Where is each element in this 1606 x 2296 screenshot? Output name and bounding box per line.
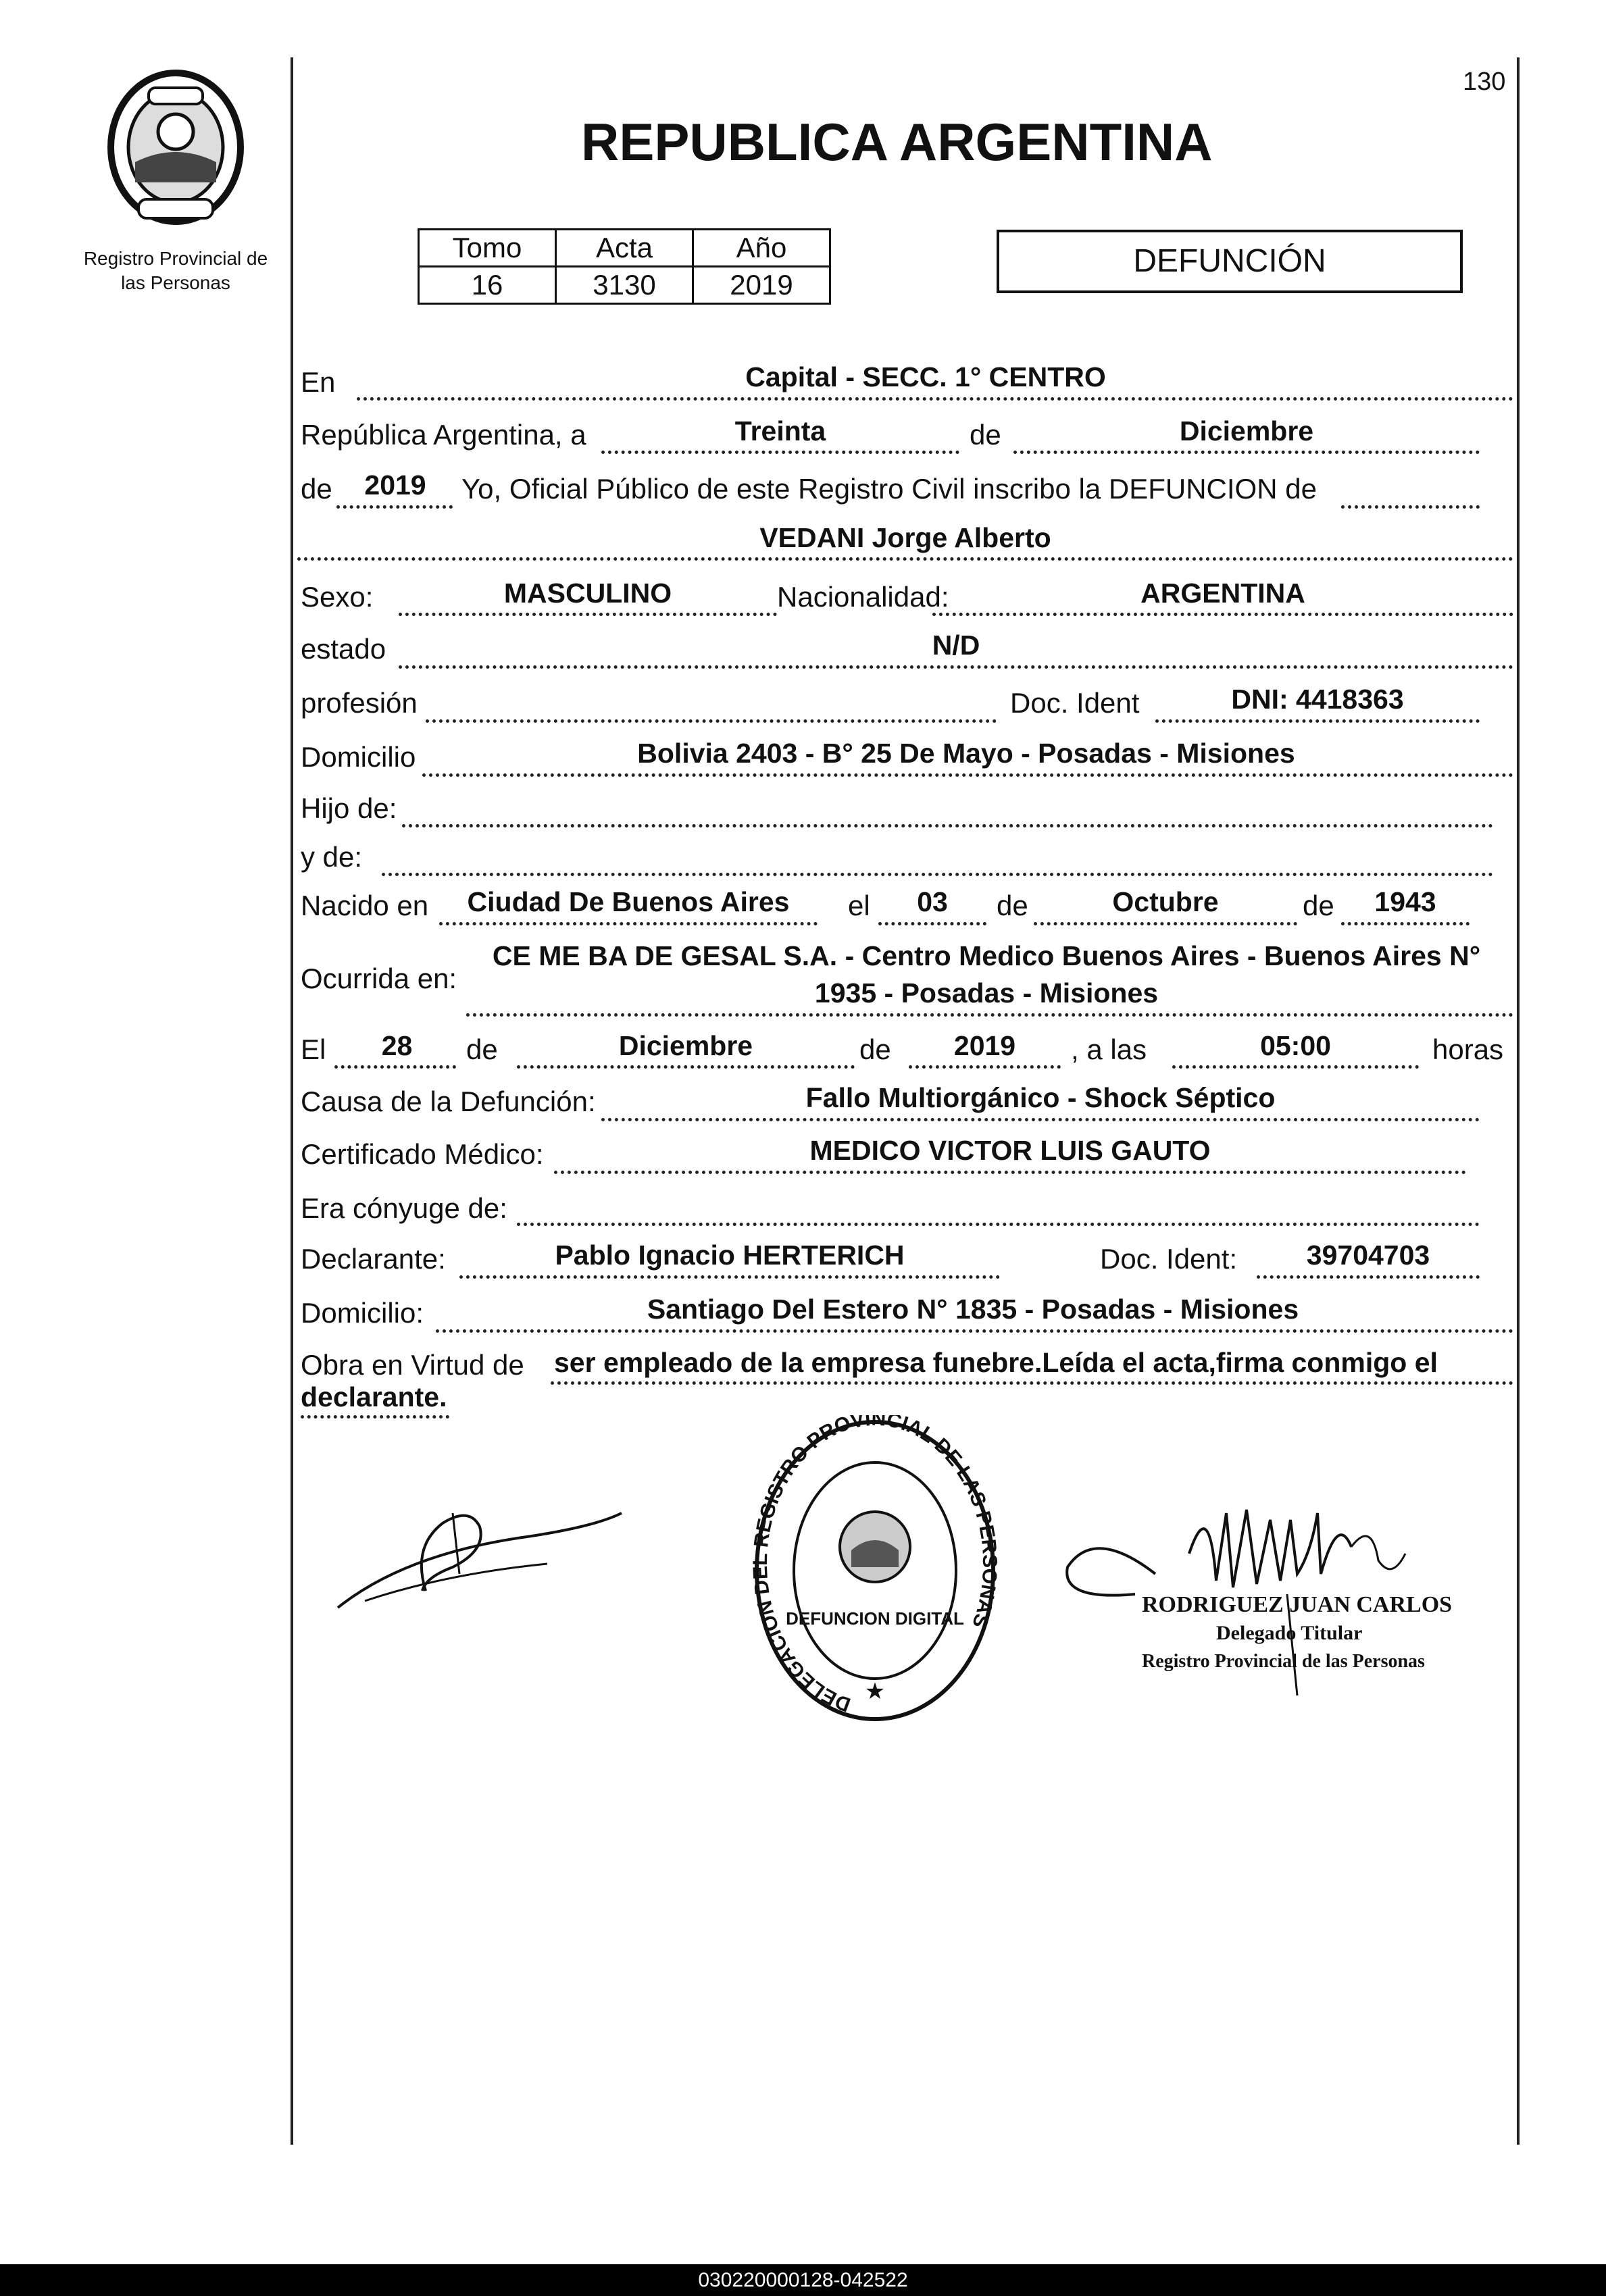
death-month-value: Diciembre: [618, 1030, 753, 1061]
el2-label: El: [301, 1034, 326, 1065]
domicilio-underline: [422, 773, 1513, 777]
birth-year-value: 1943: [1374, 886, 1436, 917]
obra-value-line1: ser empleado de la empresa funebre.Leída el acta,firma conmigo el: [554, 1347, 1438, 1378]
conyuge-label: Era cónyuge de:: [301, 1192, 507, 1224]
sexo-underline: [399, 613, 777, 616]
el-label: el: [848, 890, 870, 921]
nacido-underline: [439, 922, 818, 925]
registry-stamp: [750, 1415, 1000, 1726]
ref-value-tomo: 16: [419, 267, 556, 304]
official-title: Delegado Titular: [1216, 1622, 1363, 1644]
nacido-value: Ciudad De Buenos Aires: [467, 886, 790, 917]
day-word-value: Treinta: [734, 415, 826, 447]
org-name-line1: Registro Provincial de: [83, 248, 268, 269]
ocurrida-label: Ocurrida en:: [301, 963, 457, 994]
causa-underline: [601, 1118, 1480, 1121]
certificado-label: Certificado Médico:: [301, 1138, 544, 1170]
nacionalidad-underline: [932, 613, 1513, 616]
right-margin-line: [1517, 57, 1520, 2145]
profesion-underline: [426, 719, 997, 723]
deceased-name: VEDANI Jorge Alberto: [759, 522, 1051, 553]
sexo-value: MASCULINO: [503, 578, 672, 609]
org-name: [61, 247, 291, 295]
estado-label: estado: [301, 633, 386, 665]
doc2-underline: [1257, 1275, 1480, 1279]
yo-text: Yo, Oficial Público de este Registro Civil inscribo la DEFUNCION de: [461, 473, 1317, 505]
ref-value-ano: 2019: [693, 267, 830, 304]
death-day-value: 28: [381, 1030, 413, 1061]
act-type-box: DEFUNCIÓN: [997, 230, 1463, 293]
page-number: 130: [1463, 68, 1506, 96]
declarante-label: Declarante:: [301, 1243, 446, 1275]
declarante-value: Pablo Ignacio HERTERICH: [555, 1240, 905, 1271]
doc2-label: Doc. Ident:: [1100, 1243, 1238, 1275]
sexo-label: Sexo:: [301, 581, 374, 613]
de-label-5: de: [466, 1034, 498, 1065]
conyuge-underline: [517, 1223, 1480, 1226]
estado-underline: [399, 665, 1513, 669]
hijo-label: Hijo de:: [301, 792, 397, 824]
obra-underline-1: [551, 1381, 1513, 1385]
month-underline: [1013, 451, 1480, 454]
page-title: REPUBLICA ARGENTINA: [581, 112, 1213, 172]
death-year-underline: [909, 1065, 1061, 1069]
doc-label: Doc. Ident: [1010, 687, 1140, 719]
year-underline: [336, 505, 453, 509]
left-margin-line: [291, 57, 293, 2145]
declarante-underline: [459, 1275, 1000, 1279]
profesion-label: profesión: [301, 687, 418, 719]
stamp-ring-text: DELEGACION DEL REGISTRO PROVINCIAL DE LAS PERSONAS: [750, 1415, 1000, 1716]
stamp-star-icon: ★: [864, 1678, 886, 1705]
reference-table: [418, 228, 831, 305]
death-day-underline: [334, 1065, 456, 1069]
ref-value-acta: 3130: [556, 267, 693, 304]
ref-header-tomo: Tomo: [419, 230, 556, 267]
obra-value-line2: declarante.: [301, 1381, 447, 1412]
yo-underline: [1341, 505, 1480, 509]
de-label-1: de: [970, 419, 1001, 451]
birth-day-value: 03: [917, 886, 948, 917]
yde-label: y de:: [301, 841, 363, 873]
death-year-value: 2019: [953, 1030, 1016, 1061]
birth-day-underline: [878, 922, 986, 925]
ocurrida-value-line1: CE ME BA DE GESAL S.A. - Centro Medico Buenos Aires - Buenos Aires N°: [492, 940, 1481, 971]
hijo-underline: [402, 824, 1493, 827]
obra-underline-2: [301, 1415, 449, 1419]
day-word-underline: [601, 451, 959, 454]
certificado-value: MEDICO VICTOR LUIS GAUTO: [809, 1135, 1211, 1166]
horas-label: horas: [1432, 1034, 1504, 1065]
de-label-3: de: [997, 890, 1028, 921]
misiones-seal-logo: [101, 68, 250, 230]
stamp-inner-text: DEFUNCION DIGITAL: [786, 1608, 964, 1629]
domicilio2-value: Santiago Del Estero N° 1835 - Posadas - Misiones: [647, 1294, 1299, 1325]
birth-month-value: Octubre: [1112, 886, 1219, 917]
death-time-value: 05:00: [1260, 1030, 1331, 1061]
ref-header-ano: Año: [693, 230, 830, 267]
domicilio2-underline: [436, 1329, 1513, 1333]
footer-code: 030220000128-042522: [0, 2264, 1606, 2296]
en-label: En: [301, 366, 336, 398]
domicilio-label: Domicilio: [301, 741, 416, 773]
nacionalidad-value: ARGENTINA: [1140, 578, 1305, 609]
de-label-6: de: [859, 1034, 891, 1065]
org-name-line2: las Personas: [121, 272, 230, 293]
death-month-underline: [517, 1065, 855, 1069]
republica-label: República Argentina, a: [301, 419, 586, 451]
yde-underline: [382, 873, 1493, 876]
causa-label: Causa de la Defunción:: [301, 1086, 596, 1117]
estado-value: N/D: [932, 630, 980, 661]
domicilio2-label: Domicilio:: [301, 1297, 424, 1329]
de-label-2: de: [301, 473, 332, 505]
month-value: Diciembre: [1179, 415, 1314, 447]
death-time-underline: [1172, 1065, 1419, 1069]
de-label-4: de: [1303, 890, 1334, 921]
ocurrida-value-line2: 1935 - Posadas - Misiones: [814, 977, 1159, 1009]
causa-value: Fallo Multiorgánico - Shock Séptico: [805, 1082, 1276, 1113]
year-value: 2019: [364, 469, 426, 501]
birth-month-underline: [1034, 922, 1297, 925]
birth-year-underline: [1341, 922, 1470, 925]
certificado-underline: [554, 1171, 1466, 1174]
official-name: RODRIGUEZ JUAN CARLOS: [1142, 1592, 1453, 1617]
nacionalidad-label: Nacionalidad:: [777, 581, 949, 613]
ref-header-acta: Acta: [556, 230, 693, 267]
en-underline: [357, 397, 1513, 401]
obra-label: Obra en Virtud de: [301, 1349, 524, 1381]
nacido-label: Nacido en: [301, 890, 429, 921]
official-name-block: [1142, 1591, 1493, 1676]
declarant-signature: [324, 1473, 635, 1635]
name-underline: [297, 557, 1513, 561]
doc-value: DNI: 4418363: [1231, 684, 1404, 715]
official-org: Registro Provincial de las Personas: [1142, 1651, 1425, 1672]
en-value: Capital - SECC. 1° CENTRO: [745, 361, 1106, 392]
ocurrida-underline: [466, 1013, 1513, 1017]
doc-underline: [1155, 719, 1480, 723]
alas-label: , a las: [1071, 1034, 1147, 1065]
doc2-value: 39704703: [1306, 1240, 1430, 1271]
domicilio-value: Bolivia 2403 - B° 25 De Mayo - Posadas - Misiones: [637, 738, 1295, 769]
